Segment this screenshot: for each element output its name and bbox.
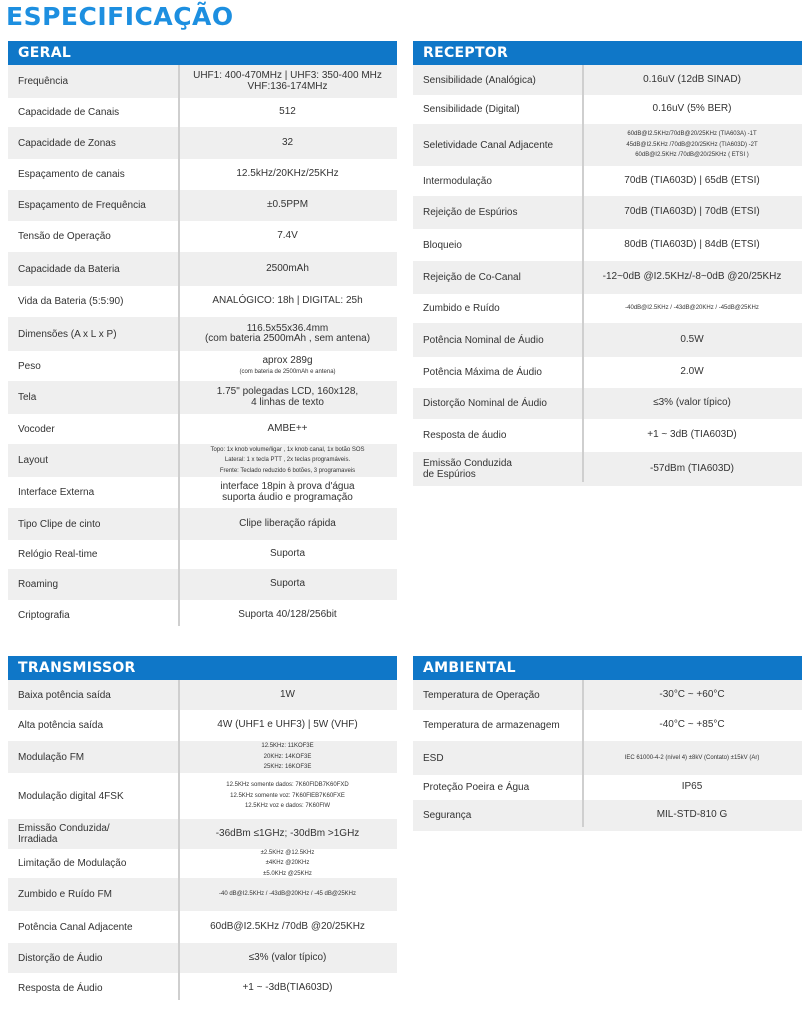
spec-value-text: -12~0dB @I2.5KHz/-8~0dB @20/25KHz <box>602 271 782 283</box>
spec-value-text: 60dB@I2.5KHz /70dB @20/25KHz <box>210 920 365 932</box>
spec-label: Frequência <box>18 76 69 87</box>
spec-label: Relógio Real-time <box>18 549 98 560</box>
spec-value-text: 70dB (TIA603D) | 65dB (ETSI) <box>624 174 760 186</box>
spec-value-text: 7.4V <box>277 230 298 242</box>
spec-row <box>8 819 397 849</box>
spec-value-text: Clipe liberação rápida <box>239 517 336 529</box>
spec-row <box>8 741 397 773</box>
section-header: RECEPTOR <box>413 41 802 65</box>
section-header: GERAL <box>8 41 397 65</box>
spec-row <box>8 190 397 221</box>
spec-row <box>413 95 802 124</box>
spec-value <box>582 207 802 218</box>
spec-value-text: ANALÓGICO: 18h | DIGITAL: 25h <box>212 295 363 307</box>
spec-label: Criptografia <box>18 609 70 621</box>
spec-value <box>178 138 397 149</box>
spec-label: Seletividade Canal Adjacente <box>423 139 554 151</box>
spec-value <box>178 71 397 92</box>
spec-row <box>8 773 397 819</box>
spec-value-text: 0.16uV (5% BER) <box>652 103 732 115</box>
spec-value <box>178 720 397 731</box>
spec-value <box>582 398 802 409</box>
spec-label: Zumbido e Ruído FM <box>18 889 112 900</box>
spec-label: Segurança <box>423 810 472 821</box>
spec-value <box>178 953 397 964</box>
spec-value <box>178 519 397 530</box>
spec-value-text: -40°C ~ +85°C <box>659 719 725 731</box>
spec-label: Layout <box>18 455 49 466</box>
spec-label: Espaçamento de canais <box>18 169 125 180</box>
spec-label: Vocoder <box>18 423 55 435</box>
spec-row <box>8 973 397 1004</box>
spec-label: Modulação FM <box>18 751 85 763</box>
spec-label: Tela <box>18 392 37 403</box>
spec-value <box>582 720 802 731</box>
page-title: ESPECIFICAÇÃO <box>6 2 234 31</box>
spec-value <box>178 445 397 477</box>
spec-value <box>178 922 397 933</box>
spec-value <box>582 240 802 251</box>
spec-label: Vida da Bateria (5:5:90) <box>18 296 124 307</box>
spec-value-text: 1.75" polegadas LCD, 160x128, 4 linhas de texto <box>216 386 359 408</box>
spec-value-text: 4W (UHF1 e UHF3) | 5W (VHF) <box>217 719 358 731</box>
spec-row <box>413 196 802 229</box>
spec-value-text: 1W <box>280 688 295 700</box>
spec-value-text: +1 ~ -3dB(TIA603D) <box>242 982 333 994</box>
section-transmissor <box>8 656 397 1004</box>
spec-value <box>178 324 397 345</box>
spec-row <box>413 775 802 800</box>
spec-value <box>178 107 397 118</box>
spec-label: Tipo Clipe de cinto <box>18 518 101 530</box>
spec-value-text: Topo: 1x knob volume/ligar , 1x knob canal, 1x botão SOS Lateral: 1 x tecla PTT , 2x teclas programáveis. Frente: Teclado reduzido 6 botões, 3 programaveis <box>210 446 365 474</box>
section-header: TRANSMISSOR <box>8 656 397 680</box>
spec-value <box>178 780 397 812</box>
spec-value <box>178 424 397 435</box>
spec-table <box>8 680 397 1004</box>
spec-label: Distorção de Áudio <box>18 952 103 964</box>
spec-value-text: 2500mAh <box>266 262 309 274</box>
spec-value <box>582 75 802 86</box>
spec-value-text: +1 ~ 3dB (TIA603D) <box>647 429 737 441</box>
spec-row <box>8 252 397 286</box>
spec-row <box>413 261 802 294</box>
spec-value-text: 512 <box>279 106 296 118</box>
spec-value-text: 12.5KHz somente dados: 7K60FlDB7K60FXD 12.5KHz somente voz: 7K60FlEB7K60FXE 12.5KHz voz e dados: 7K60FlW <box>226 782 349 810</box>
spec-row <box>8 381 397 414</box>
spec-row <box>8 680 397 710</box>
spec-value <box>582 272 802 283</box>
spec-table <box>413 65 802 486</box>
spec-label: Proteção Poeira e Água <box>423 782 530 793</box>
spec-value-text: AMBE++ <box>267 422 308 434</box>
spec-label: Resposta de áudio <box>423 430 507 441</box>
spec-value-note: (com bateria de 2500mAh e antena) <box>239 369 336 375</box>
spec-row <box>413 323 802 357</box>
spec-value <box>178 690 397 701</box>
spec-label: Resposta de Áudio <box>18 983 103 994</box>
spec-row <box>8 127 397 159</box>
spec-label: Espaçamento de Frequência <box>18 200 146 211</box>
spec-row <box>413 65 802 95</box>
spec-value <box>582 464 802 475</box>
section-ambiental <box>413 656 802 831</box>
spec-row <box>413 800 802 831</box>
spec-value <box>178 610 397 621</box>
spec-value-text: interface 18pin à prova d'água suporta áudio e programação <box>220 481 355 503</box>
spec-label: Roaming <box>18 579 59 590</box>
section-receptor <box>413 41 802 486</box>
spec-value <box>582 810 802 821</box>
spec-value-text: 80dB (TIA603D) | 84dB (ETSI) <box>624 238 760 250</box>
spec-value-text: -40dB@I2.5KHz / -43dB@20KHz / -45dB@25KHz <box>625 305 759 312</box>
spec-row <box>413 710 802 741</box>
spec-value-text: aprox 289g <box>262 354 313 366</box>
section-geral <box>8 41 397 630</box>
spec-label: Interface Externa <box>18 487 95 498</box>
spec-value <box>582 104 802 115</box>
spec-value-text: ≤3% (valor típico) <box>248 951 327 963</box>
spec-value-text: -30°C ~ +60°C <box>659 688 725 700</box>
spec-label: Temperatura de armazenagem <box>423 720 560 731</box>
spec-label: Modulação digital 4FSK <box>18 790 124 802</box>
spec-row <box>8 351 397 381</box>
spec-value-text: IEC 61000-4-2 (nível 4) ±8kV (Contato) ±15kV (Ar) <box>624 754 760 761</box>
spec-row <box>8 221 397 252</box>
spec-value <box>178 889 397 900</box>
spec-row <box>413 294 802 323</box>
spec-row <box>8 477 397 508</box>
spec-table <box>413 680 802 831</box>
spec-label: Potência Nominal de Áudio <box>423 334 544 346</box>
spec-value-text: ±0.5PPM <box>266 199 309 211</box>
spec-row <box>413 452 802 486</box>
spec-label: Rejeição de Espúrios <box>423 207 518 218</box>
spec-value <box>582 430 802 441</box>
spec-label: Emissão Conduzida de Espúrios <box>423 458 512 480</box>
spec-label: ESD <box>423 752 444 764</box>
spec-row <box>8 317 397 351</box>
spec-value <box>178 829 397 840</box>
section-header: AMBIENTAL <box>413 656 802 680</box>
spec-row <box>413 741 802 775</box>
spec-value <box>582 129 802 161</box>
spec-label: Limitação de Modulação <box>18 858 127 869</box>
spec-value-text: MIL-STD-810 G <box>656 809 728 821</box>
spec-value <box>178 482 397 503</box>
spec-row <box>413 357 802 388</box>
spec-value <box>582 335 802 346</box>
spec-table <box>8 65 397 630</box>
spec-value <box>582 367 802 378</box>
spec-value-text: Suporta <box>269 578 306 590</box>
spec-label: Intermodulação <box>423 175 492 187</box>
spec-value-text: 70dB (TIA603D) | 70dB (ETSI) <box>624 206 760 218</box>
spec-value <box>178 200 397 211</box>
spec-row <box>8 508 397 540</box>
spec-value-text: Suporta <box>269 548 306 560</box>
spec-label: Bloqueio <box>423 239 462 251</box>
spec-value <box>178 848 397 880</box>
spec-value-text: -36dBm ≤1GHz; -30dBm >1GHz <box>215 827 360 839</box>
spec-label: Distorção Nominal de Áudio <box>423 398 547 409</box>
spec-label: Sensibilidade (Digital) <box>423 104 520 115</box>
spec-value-text: ±2.5KHz @12.5KHz ±4KHz @20KHz ±5.0KHz @25KHz <box>260 849 315 877</box>
spec-value-text: -57dBm (TIA603D) <box>650 462 734 474</box>
spec-value <box>178 549 397 560</box>
spec-row <box>413 680 802 710</box>
spec-row <box>8 286 397 317</box>
spec-label: Capacidade da Bateria <box>18 263 120 275</box>
spec-value-text: 2.0W <box>680 366 704 378</box>
spec-row <box>8 849 397 878</box>
spec-value <box>178 296 397 307</box>
spec-row <box>413 124 802 166</box>
spec-value-text: 0.5W <box>680 333 704 345</box>
spec-value <box>582 176 802 187</box>
spec-row <box>413 419 802 452</box>
spec-label: Dimensões (A x L x P) <box>18 328 117 340</box>
spec-value <box>582 690 802 701</box>
spec-value-text: ≤3% (valor típico) <box>653 397 731 409</box>
spec-row <box>8 98 397 127</box>
spec-label: Tensão de Operação <box>18 231 111 242</box>
spec-value <box>178 231 397 242</box>
spec-row <box>413 388 802 419</box>
spec-value-text: 12.5KHz: 11KOF3E 20KHz: 14KOF3E 25KHz: 16KOF3E <box>261 743 314 771</box>
spec-row <box>8 540 397 569</box>
spec-row <box>8 65 397 98</box>
spec-value <box>178 169 397 180</box>
spec-row <box>8 444 397 477</box>
spec-value <box>178 387 397 408</box>
spec-value-text: -40 dB@I2.5KHz / -43dB@20KHz / -45 dB@25KHz <box>218 891 356 898</box>
spec-row <box>413 229 802 261</box>
spec-label: Peso <box>18 360 41 372</box>
spec-value <box>178 579 397 590</box>
spec-value <box>178 356 397 377</box>
spec-label: Rejeição de Co-Canal <box>423 272 521 283</box>
spec-label: Potência Canal Adjacente <box>18 921 133 933</box>
spec-value <box>178 264 397 275</box>
spec-value-text: 32 <box>281 136 294 148</box>
spec-row <box>8 710 397 741</box>
spec-value-text: 0.16uV (12dB SINAD) <box>643 73 741 85</box>
spec-label: Emissão Conduzida/ Irradiada <box>18 823 110 845</box>
spec-label: Alta potência saída <box>18 720 104 731</box>
spec-value-text: 116.5x55x36.4mm (com bateria 2500mAh , sem antena) <box>204 322 371 344</box>
spec-label: Capacidade de Canais <box>18 107 120 118</box>
spec-label: Temperatura de Operação <box>423 689 540 701</box>
spec-label: Baixa potência saída <box>18 689 111 701</box>
spec-row <box>413 166 802 196</box>
spec-label: Zumbido e Ruído <box>423 303 500 314</box>
spec-row <box>8 159 397 190</box>
spec-label: Potência Máxima de Áudio <box>423 367 542 378</box>
spec-value-text: Suporta 40/128/256bit <box>238 608 337 620</box>
spec-row <box>8 414 397 444</box>
spec-label: Capacidade de Zonas <box>18 137 116 149</box>
spec-value <box>582 303 802 314</box>
spec-value <box>582 782 802 793</box>
spec-label: Sensibilidade (Analógica) <box>423 74 536 86</box>
spec-value-text: UHF1: 400-470MHz | UHF3: 350-400 MHz VHF:136-174MHz <box>193 70 382 92</box>
spec-value <box>178 983 397 994</box>
spec-row <box>8 878 397 911</box>
spec-value-text: 12.5kHz/20KHz/25KHz <box>236 168 339 180</box>
spec-value-text: IP65 <box>681 781 703 793</box>
spec-row <box>8 569 397 600</box>
spec-row <box>8 911 397 943</box>
spec-value-text: 60dB@I2.5KHz/70dB@20/25KHz (TIA603A) -1T 45dB@I2.5KHz /70dB@20/25KHz (TIA603D) -2T 60dB@I2.5KHz /70dB@20/25KHz ( ETSI ) <box>626 131 758 159</box>
spec-value <box>178 741 397 773</box>
spec-value <box>582 753 802 764</box>
spec-row <box>8 943 397 973</box>
spec-row <box>8 600 397 630</box>
